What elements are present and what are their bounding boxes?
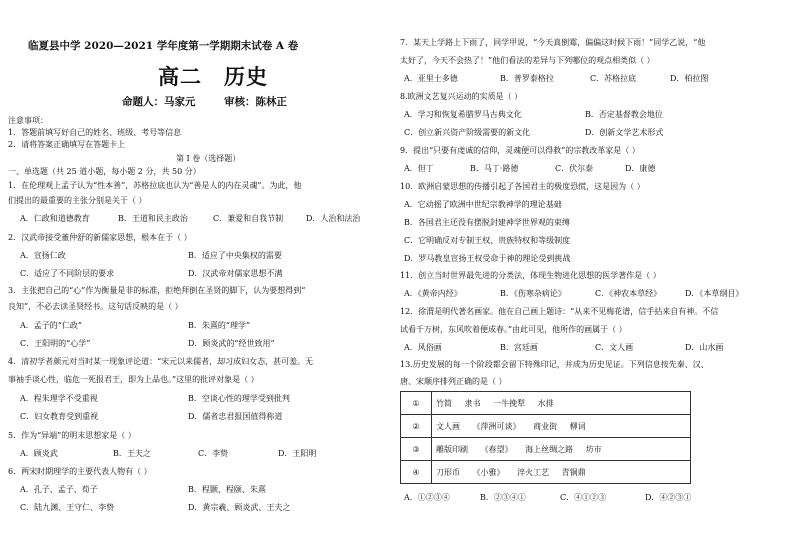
option: A．亚里士多德 (404, 74, 458, 83)
table-cell-items (432, 438, 691, 461)
question-stem: 试看千万树，东风吹着便成春。”由此可见，他所作的画属于（ ） (400, 325, 627, 334)
option: B．宫廷画 (500, 343, 538, 352)
question-stem: 唐、宋顺序排列正确的是（ ） (400, 377, 507, 386)
right-column (400, 0, 785, 560)
question-stem: 4．清初学者颜元对当时某一现象评论道：“宋元以来儒者，却习成妇女态，甚可羞。无 (8, 357, 314, 366)
exam-title: 临夏县中学 2020—2021 学年度第一学期期末试卷 A 卷 (28, 40, 299, 52)
option: D．人治和法治 (306, 214, 361, 223)
table-item: 柳词 (569, 421, 586, 431)
reviewer-line: 审核：陈林正 (224, 96, 287, 108)
question-stem: 5．作为“异端”的明末思想家是（ ） (8, 431, 136, 440)
option: B．《伤寒杂病论》 (500, 289, 566, 298)
option: C．创立新兴资产阶级需要的新文化 (404, 128, 531, 137)
option: C．《神农本草经》 (595, 289, 662, 298)
question-stem: 太好了，今天不会热了！”他们看法的差异与下列哪位的观点相类似（ ） (400, 56, 655, 65)
table-item: 坊市 (585, 444, 602, 454)
table-row (401, 438, 691, 461)
option: D．《本草纲目》 (685, 289, 744, 298)
option: B．各国君主还没有摆脱封建神学世界观的束缚 (404, 218, 570, 227)
option: A．《黄帝内经》 (404, 289, 462, 298)
question-stem: 13.历史发展的每一个阶段都会留下特殊印记，并成为历史见证。下列信息按先秦、汉、 (400, 360, 709, 369)
note-item: 2．请将答案正确填写在答题卡上 (8, 140, 126, 149)
question-stem: 8.欧洲文艺复兴运动的实质是（ ） (400, 92, 523, 101)
option: C．陆九渊、王守仁、李贽 (20, 503, 115, 512)
table-row (401, 415, 691, 438)
table-item: 刀形币 (436, 467, 460, 477)
option: A．孟子的“仁政” (20, 321, 82, 330)
table-item: 《春望》 (480, 444, 513, 454)
question-stem: 3．主张把自己的“心”作为衡量是非的标准，拒绝拜倒在圣贤的脚下，认为要想得到“ (8, 286, 306, 295)
option: C．它明确反对专制王权、贵族特权和等级制度 (404, 236, 571, 245)
table-cell-number: ① (401, 392, 432, 415)
option: B．王道和民主政治 (118, 214, 188, 223)
option: A．仁政和道德教育 (20, 214, 90, 223)
table-item: 《小雅》 (472, 467, 505, 477)
option: B．朱熹的“理学” (188, 321, 251, 330)
section-title: 第 I 卷（选择题） (176, 154, 241, 163)
table-item: 一牛挽犁 (493, 398, 526, 408)
question-stem: 1．在伦理观上孟子认为“性本善”，苏格拉底也认为“善是人的内在灵魂”。为此，他 (8, 181, 302, 190)
option: A．顾炎武 (20, 449, 58, 458)
table-row (401, 392, 691, 415)
option: A．孔子、孟子、荀子 (20, 485, 98, 494)
option: C．李贽 (198, 449, 229, 458)
question-stem: 良知”，不必去读圣贤经书。这句话反映的是（ ） (8, 302, 183, 311)
notes-heading: 注意事项： (8, 116, 48, 125)
table-cell-items (432, 392, 691, 415)
option: A．①②③④ (404, 493, 450, 502)
question-stem: 6．两宋时期理学的主要代表人物有（ ） (8, 467, 152, 476)
option: D．儒者忠君报国值得称道 (188, 412, 283, 421)
question-stem: 7．某天上学路上下雨了，同学甲说，“今天真倒霉，偏偏这时候下雨！”同学乙说，“他 (400, 38, 706, 47)
option: D．顾炎武的“经世致用” (188, 339, 275, 348)
option: C．兼爱和自我节制 (213, 214, 284, 223)
section-intro: 一、单选题（共 25 道小题，每小题 2 分，共 50 分） (8, 167, 201, 176)
table-item: 海上丝绸之路 (525, 444, 574, 454)
table-item: 竹简 (436, 398, 452, 408)
option: C．伏尔泰 (555, 164, 594, 173)
table-cell-items (432, 461, 691, 484)
table-cell-number: ② (401, 415, 432, 438)
option: B．程颢、程颐、朱熹 (188, 485, 266, 494)
table-item: 青铜鼎 (561, 467, 586, 477)
q13-table (400, 391, 691, 484)
option: B．否定基督教会地位 (585, 110, 663, 119)
author-line: 命题人：马家元 (122, 96, 196, 108)
question-stem: 9．提出“只要有虔诚的信仰，灵魂便可以得救”的宗教改革家是（ ） (400, 146, 640, 155)
table-cell-number: ④ (401, 461, 432, 484)
option: D．罗马教皇宣扬王权受命于神的理论受到挑战 (404, 254, 571, 263)
table-item: 《萍洲可谈》 (472, 421, 521, 431)
table-item: 隶书 (464, 398, 481, 408)
option: A．风俗画 (404, 343, 442, 352)
left-column (8, 0, 393, 560)
question-stem: 2．汉武帝接受董仲舒的新儒家思想，根本在于（ ） (8, 233, 192, 242)
table-cell-items (432, 415, 691, 438)
option: A．但丁 (404, 164, 434, 173)
question-stem: 11．创立当时世界最先进的分类法，体现生物进化思想的医学著作是（ ） (400, 271, 661, 280)
table-cell-number: ③ (401, 438, 432, 461)
option: D．柏拉图 (670, 74, 709, 83)
table-item: 雕版印刷 (436, 444, 468, 454)
option: C．④①②③ (560, 493, 607, 502)
table-item: 水排 (537, 398, 554, 408)
option: D．康德 (625, 164, 656, 173)
question-stem: 事袖手谈心性，临危一死报君王，即为上品也。”这里的批评对象是（ ） (8, 375, 259, 384)
option: B．王夫之 (113, 449, 151, 458)
table-item: 淬火工艺 (517, 467, 550, 477)
option: B．普罗泰格拉 (500, 74, 554, 83)
option: B．马丁·路德 (470, 164, 519, 173)
option: B．②③④① (480, 493, 526, 502)
option: D．汉武帝对儒家思想不满 (188, 269, 283, 278)
question-stem: 10．欧洲启蒙思想的传播引起了各国君主的极度恐慌，这是因为（ ） (400, 182, 645, 191)
option: A．它动摇了欧洲中世纪宗教神学的理论基础 (404, 200, 562, 209)
table-row (401, 461, 691, 484)
option: D．王阳明 (278, 449, 317, 458)
question-stem: 们提出的最重要的主张分别是关于（ ） (8, 196, 147, 205)
option: A．学习和恢复希腊罗马古典文化 (404, 110, 522, 119)
option: C．适应了不同阶层的要求 (20, 269, 115, 278)
question-stem: 12．徐渭是明代著名画家。他在自己画上题诗：“从来不见梅花谱，信手拈来自有神。不信 (400, 307, 719, 316)
option: C．王阳明的“心学” (20, 339, 91, 348)
note-item: 1．答题前填写好自己的姓名、班级、考号等信息 (8, 128, 182, 137)
option: C．文人画 (595, 343, 634, 352)
option: C．苏格拉底 (590, 74, 637, 83)
option: B．空谈心性的理学受到批判 (188, 394, 290, 403)
table-item: 文人画 (436, 421, 460, 431)
option: B．适应了中央集权的需要 (188, 251, 282, 260)
option: A．程朱理学不受重视 (20, 394, 98, 403)
option: D．黄宗羲、顾炎武、王夫之 (188, 503, 291, 512)
option: D．创新文学艺术形式 (585, 128, 664, 137)
option: D．山水画 (685, 343, 724, 352)
option: C．妇女教育受到重视 (20, 412, 99, 421)
subject-title: 高二 历史 (158, 64, 268, 89)
option: D．④②③① (645, 493, 692, 502)
table-item: 商业街 (533, 421, 558, 431)
option: A．宣扬仁政 (20, 251, 66, 260)
